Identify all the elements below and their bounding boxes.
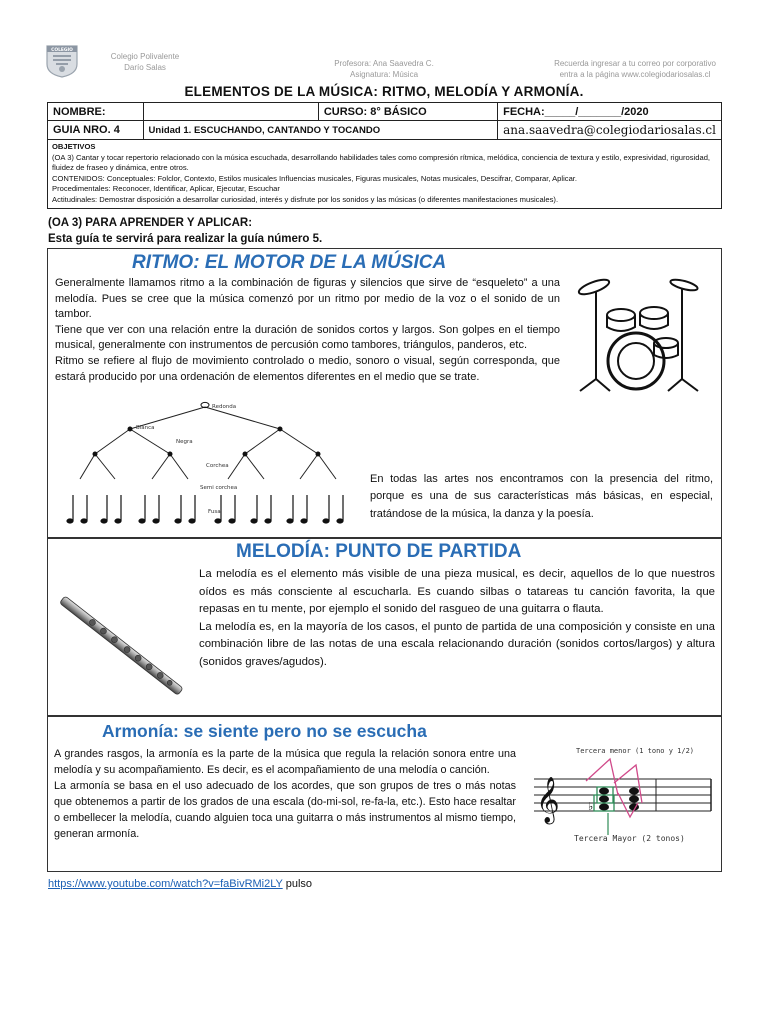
contents-text: Conceptuales: Folclor, Contexto, Estilos musicales Influencias musicales, Figuras musicales, Notas musicales, Descifrar, Comparar, Aplicar. bbox=[104, 173, 578, 183]
intro-text bbox=[48, 215, 322, 247]
procedural-text: Procedimentales: Reconocer, Identificar, Aplicar, Ejecutar, Escuchar bbox=[52, 184, 280, 194]
name-cell[interactable] bbox=[48, 103, 144, 121]
ritmo-body bbox=[55, 276, 560, 385]
melodia-title: MELODÍA: PUNTO DE PARTIDA bbox=[236, 541, 522, 562]
teacher-line-1: Profesora: Ana Saavedra C. bbox=[334, 59, 434, 68]
section-melodia bbox=[47, 538, 722, 716]
school-crest-icon bbox=[44, 44, 80, 78]
contents-label: CONTENIDOS: bbox=[52, 173, 105, 183]
school-line-2: Darío Salas bbox=[124, 63, 166, 72]
melodia-body bbox=[199, 566, 715, 672]
melodia-paragraph-2: La melodía es, en la mayoría de los casos, el punto de partida de una composición y consiste en una combinación libre de las notas de una escala relacionando duración (sonidos cortos/largos) y altura (sonidos graves/agudos). bbox=[199, 620, 715, 668]
reminder-info bbox=[530, 58, 740, 80]
attitudinal-text: Actitudinales: Demostrar disposición a desarrollar curiosidad, interés y disfrute por los sonidos y las músicas (o diferentes manifestaciones musicales). bbox=[52, 194, 559, 204]
link-suffix: pulso bbox=[282, 878, 313, 890]
teacher-line-2: Asignatura: Música bbox=[349, 70, 419, 79]
objectives-label: OBJETIVOS bbox=[52, 142, 96, 151]
tree-label-redonda: Redonda bbox=[212, 404, 237, 410]
section-ritmo bbox=[47, 248, 722, 538]
teacher-info bbox=[314, 58, 454, 80]
tree-label-blanca: Blanca bbox=[136, 425, 155, 431]
school-line-1: Colegio Polivalente bbox=[110, 52, 180, 61]
tree-label-corchea: Corchea bbox=[206, 463, 229, 469]
flute-icon bbox=[54, 591, 188, 701]
intro-line-1: (OA 3) PARA APRENDER Y APLICAR: bbox=[48, 217, 253, 229]
armonia-paragraph-2: La armonía se basa en el uso adecuado de los acordes, que son grupos de tres o más notas que obtenemos a partir de los grados de una escala (do-mi-sol, re-fa-la, etc.). Esto hace resaltar o embellecer la melodía, cuando alguien toca una guitarra o más instrumentos al mismo tiempo, generan armonía. bbox=[54, 780, 516, 840]
drum-kit-icon bbox=[566, 269, 704, 393]
treble-clef-icon: 𝄞 bbox=[536, 777, 560, 823]
intro-line-2: Esta guía te servirá para realizar la guía número 5. bbox=[48, 233, 323, 245]
armonia-body bbox=[54, 746, 516, 842]
armonia-paragraph-1: A grandes rasgos, la armonía es la parte de la música que regula la relación sonora entre una melodía y su acompañamiento. Es decir, es el acompañamiento de una melodía o canción. bbox=[54, 748, 516, 776]
objective-oa3: (OA 3) Cantar y tocar repertorio relacionado con la música escuchada, desarrollando habilidades tales como compresión rítmica, melódica, conciencia de textura y estilo, expresividad, rigurosidad, fluidez de fraseo y dinámica, entre otros. bbox=[52, 152, 711, 173]
school-name bbox=[100, 51, 190, 73]
name-label: NOMBRE: bbox=[53, 105, 106, 118]
unit-cell: Unidad 1. ESCUCHANDO, CANTANDO Y TOCANDO bbox=[143, 121, 498, 140]
objectives-cell bbox=[48, 140, 722, 209]
tree-label-semicorchea: Semi corchea bbox=[200, 485, 238, 491]
armonia-title: Armonía: se siente pero no se escucha bbox=[102, 721, 427, 741]
svg-text:♭: ♭ bbox=[588, 800, 594, 813]
info-table bbox=[47, 102, 722, 209]
email-cell: ana.saavedra@colegiodariosalas.cl bbox=[498, 121, 722, 140]
ritmo-side-text: En todas las artes nos encontramos con la presencia del ritmo, porque es una de sus características más básicas, en especial, tratándose de la música, la danza y la poesía. bbox=[370, 473, 713, 520]
rhythm-tree-diagram bbox=[60, 399, 360, 531]
reminder-line-1: Recuerda ingresar a tu correo por corporativo bbox=[554, 59, 716, 68]
document-title: ELEMENTOS DE LA MÚSICA: RITMO, MELODÍA Y ARMONÍA. bbox=[184, 84, 584, 99]
melodia-paragraph-1: La melodía es el elemento más visible de una pieza musical, es decir, aquellos de lo que nuestros oídos es más consciente al escucharla. Es cuando silbas o tatareas tu canción favorita, la que repasas en tu mente, por ejemplo el sonido del rasgueo de una guitarra o flauta. bbox=[199, 568, 715, 616]
ritmo-title: RITMO: EL MOTOR DE LA MÚSICA bbox=[132, 252, 447, 273]
section-armonia bbox=[47, 716, 722, 872]
staff-bottom-label: Tercera Mayor (2 tonos) bbox=[574, 834, 685, 843]
youtube-link[interactable]: https://www.youtube.com/watch?v=faBivRMi2LY bbox=[48, 878, 283, 890]
ritmo-paragraph-2: Tiene que ver con una relación entre la duración de sonidos cortos y largos. Son golpes en el tiempo musical, generalmente con instrumentos de percusión como tambores, triángulos, panderos, etc. bbox=[55, 323, 560, 352]
tree-label-fusa: Fusa bbox=[208, 509, 221, 515]
ritmo-paragraph-1: Generalmente llamamos ritmo a la combinación de figuras y silencios que sirve de “esqueleto” a una melodía. Pues se cree que la música comenzó por un ritmo por medio de la voz o el sonido de un tambor. bbox=[55, 277, 560, 321]
chord-staff-diagram bbox=[526, 743, 716, 853]
reminder-line-2: entra a la página www.colegiodariosalas.cl bbox=[559, 70, 711, 79]
ritmo-paragraph-3: Ritmo se refiere al flujo de movimiento controlado o medio, sonoro o visual, según corresponda, que estará producido por una ordenación de elementos diferentes en el medio que se trate. bbox=[55, 354, 560, 383]
link-line bbox=[48, 878, 312, 890]
logo-text: COLEGIO bbox=[51, 48, 73, 53]
page-header bbox=[44, 44, 734, 78]
guide-number-cell: GUIA NRO. 4 bbox=[48, 121, 144, 140]
tree-label-negra: Negra bbox=[176, 439, 193, 445]
course-cell-2: CURSO: 8° BÁSICO bbox=[318, 103, 497, 121]
staff-top-label: Tercera menor (1 tono y 1/2) bbox=[576, 747, 695, 755]
course-cell bbox=[143, 103, 318, 121]
date-cell[interactable]: FECHA:_____/_______/2020 bbox=[498, 103, 722, 121]
